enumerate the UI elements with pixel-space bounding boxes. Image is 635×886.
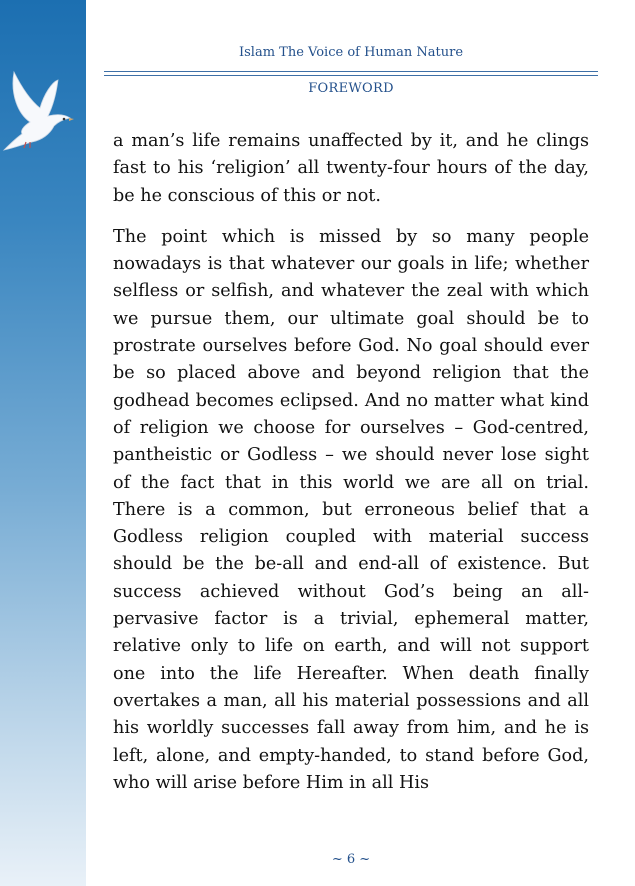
header-rule-top [104,71,598,72]
decorative-sidebar [0,0,86,886]
page-number: ~ 6 ~ [331,852,371,867]
paragraph: a man’s life remains unaffected by it, and he clings fast to his ‘religion’ all twenty-four hours of the day, be he conscious of this or not. [113,131,589,206]
body-text [113,128,589,811]
header-rule-bottom [104,75,598,76]
paragraph: The point which is missed by so many people nowadays is that whatever our goals in life; whether selfless or selfish, and whatever the zeal with which we pursue them, our ultimate goal should be to prostrate ourselves before God. No goal should ever be so placed above and beyond religion that the godhead becomes eclipsed. And no matter what kind of religion we choose for ourselves – God-centred, pantheistic or Godless – we should never lose sight of the fact that in this world we are all on trial. There is a common, but erroneous belief that a Godless religion coupled with material success should be the be-all and end-all of existence. But success achieved without God’s being an all-pervasive factor is a trivial, ephemeral matter, relative only to life on earth, and will not support one into the life Hereafter. When death finally overtakes a man, all his material possessions and all his worldly successes fall away from him, and he is left, alone, and empty-handed, to stand before God, who will arise before Him in all His [113,226,589,793]
white-dove-icon [0,64,78,164]
section-title: FOREWORD [308,81,394,96]
book-title: Islam The Voice of Human Nature [238,45,464,60]
